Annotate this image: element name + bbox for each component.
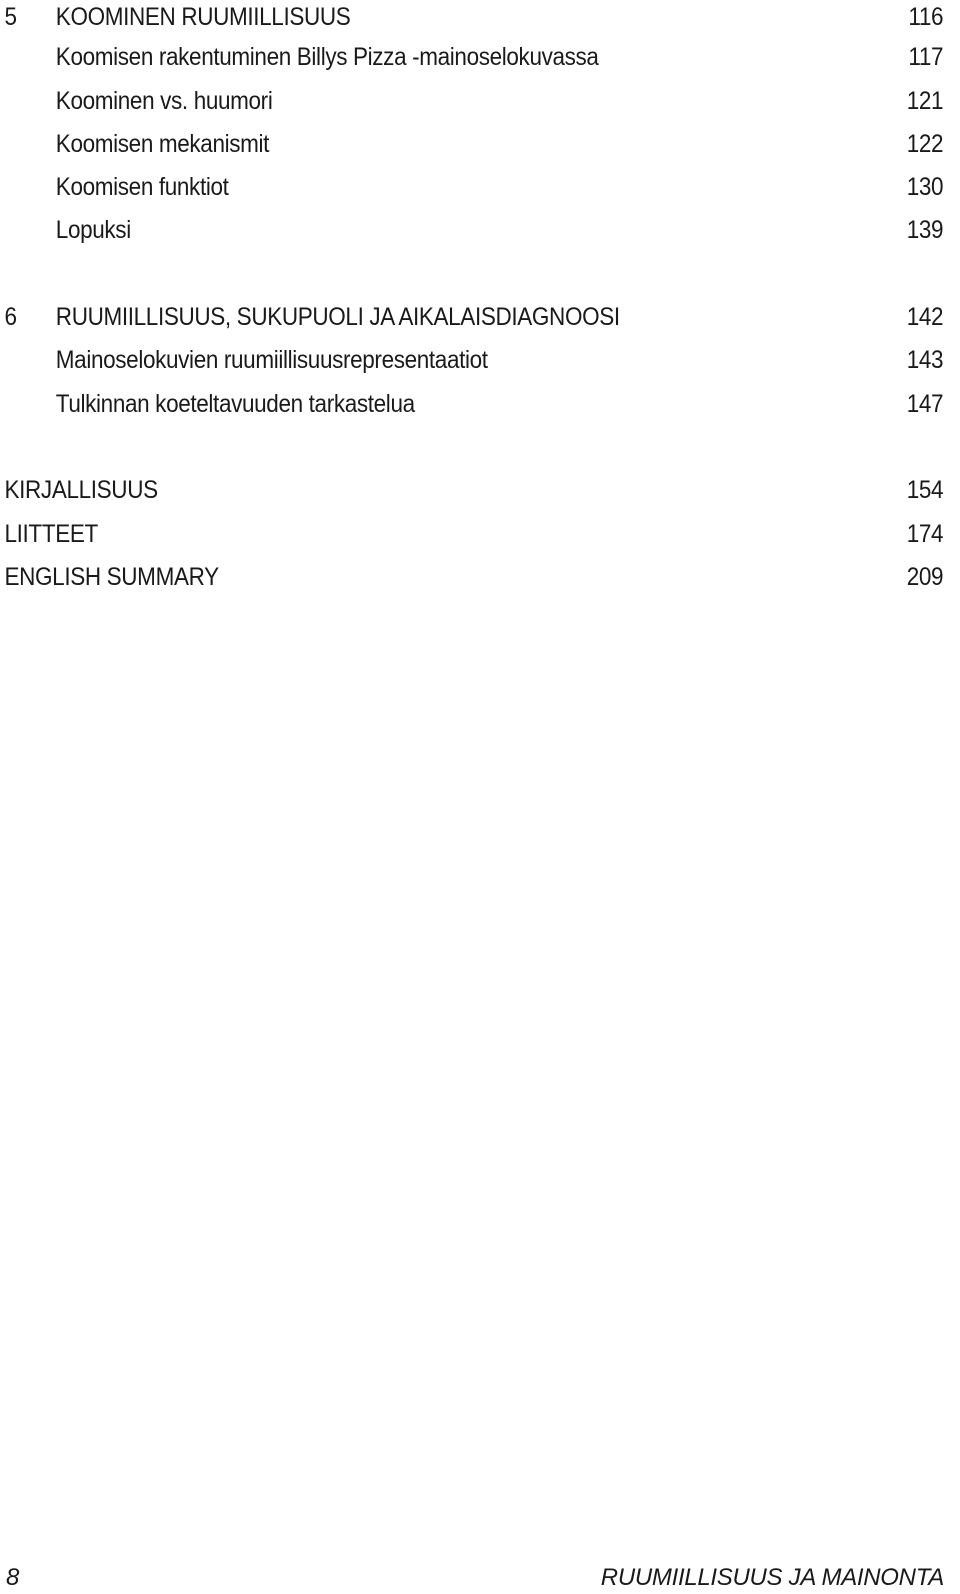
section-title: Koomisen rakentuminen Billys Pizza -mainoselokuvassa (55, 43, 599, 71)
chapter-title: RUUMIILLISUUS, SUKUPUOLI JA AIKALAISDIAGNOOSI (55, 303, 620, 331)
back-matter-title: KIRJALLISUUS (4, 476, 158, 504)
chapter-number: 6 (4, 303, 17, 331)
page-number: 174 (906, 520, 944, 548)
section-title: Koomisen funktiot (55, 173, 229, 201)
toc-back-matter-english-summary (0, 560, 944, 594)
section-title: Lopuksi (55, 216, 131, 244)
back-matter-title: ENGLISH SUMMARY (4, 563, 219, 591)
page-number: 209 (906, 563, 944, 591)
toc-chapter-5 (0, 0, 944, 34)
toc-back-matter-liitteet (0, 517, 944, 551)
section-title: Mainoselokuvien ruumiillisuusrepresentaatiot (55, 346, 488, 374)
page-number: 142 (906, 303, 944, 331)
toc-section (0, 127, 944, 161)
page-number: 130 (906, 173, 944, 201)
chapter-title: KOOMINEN RUUMIILLISUUS (55, 3, 351, 31)
toc-section (0, 343, 944, 377)
page-number: 143 (906, 346, 944, 374)
footer-page-number: 8 (6, 1564, 20, 1591)
toc-section (0, 170, 944, 204)
toc-chapter-6 (0, 300, 944, 334)
chapter-number: 5 (4, 3, 17, 31)
page-number: 147 (906, 390, 944, 418)
toc-section (0, 387, 944, 421)
page-number: 116 (908, 3, 944, 31)
back-matter-title: LIITTEET (4, 520, 98, 548)
toc-section (0, 84, 944, 118)
running-title: RUUMIILLISUUS JA MAINONTA (600, 1564, 944, 1591)
page-number: 117 (908, 43, 944, 71)
page-number: 122 (906, 130, 944, 158)
section-title: Tulkinnan koeteltavuuden tarkastelua (55, 390, 415, 418)
page-footer (0, 1563, 960, 1593)
page-number: 139 (906, 216, 944, 244)
section-title: Koominen vs. huumori (55, 87, 273, 115)
section-title: Koomisen mekanismit (55, 130, 270, 158)
page-number: 121 (906, 87, 944, 115)
page-number: 154 (906, 476, 944, 504)
toc-back-matter-kirjallisuus (0, 473, 944, 507)
toc-section (0, 213, 944, 247)
toc-section (0, 40, 944, 74)
